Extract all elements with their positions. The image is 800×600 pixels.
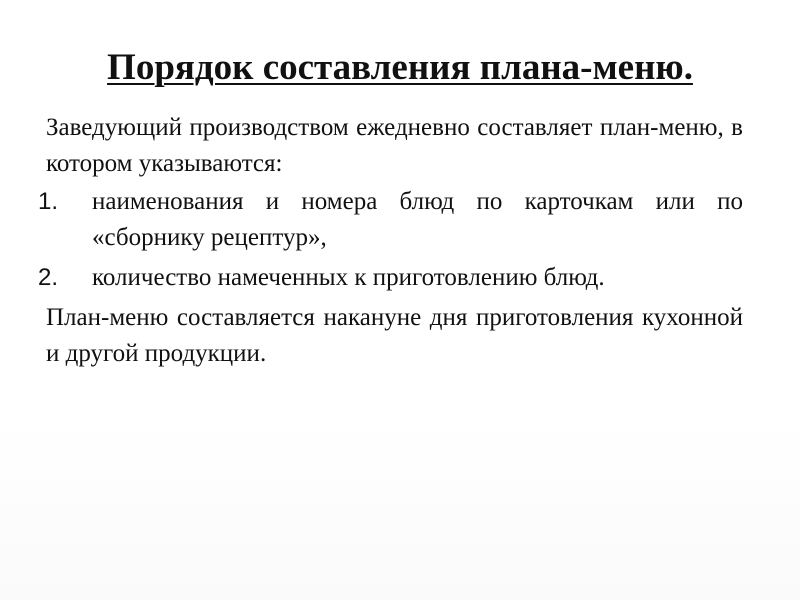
list-item-text: наименования и номера блюд по карточкам или по «сборнику рецептур», — [92, 188, 743, 251]
list-item — [38, 184, 743, 256]
list-item-number: 1. — [38, 188, 59, 215]
list-item-text: количество намеченных к приготовлению блюд. — [92, 264, 605, 291]
slide-title: Порядок составления плана-меню. — [107, 47, 693, 88]
numbered-list — [38, 184, 743, 296]
closing-paragraph: План-меню составляется накануне дня приготовления кухонной и другой продукции. — [46, 304, 743, 367]
intro-paragraph: Заведующий производством ежедневно составляет план-меню, в котором указываются: — [46, 114, 743, 177]
slide-body — [38, 110, 743, 372]
list-item — [38, 260, 743, 296]
list-item-number: 2. — [38, 264, 59, 291]
